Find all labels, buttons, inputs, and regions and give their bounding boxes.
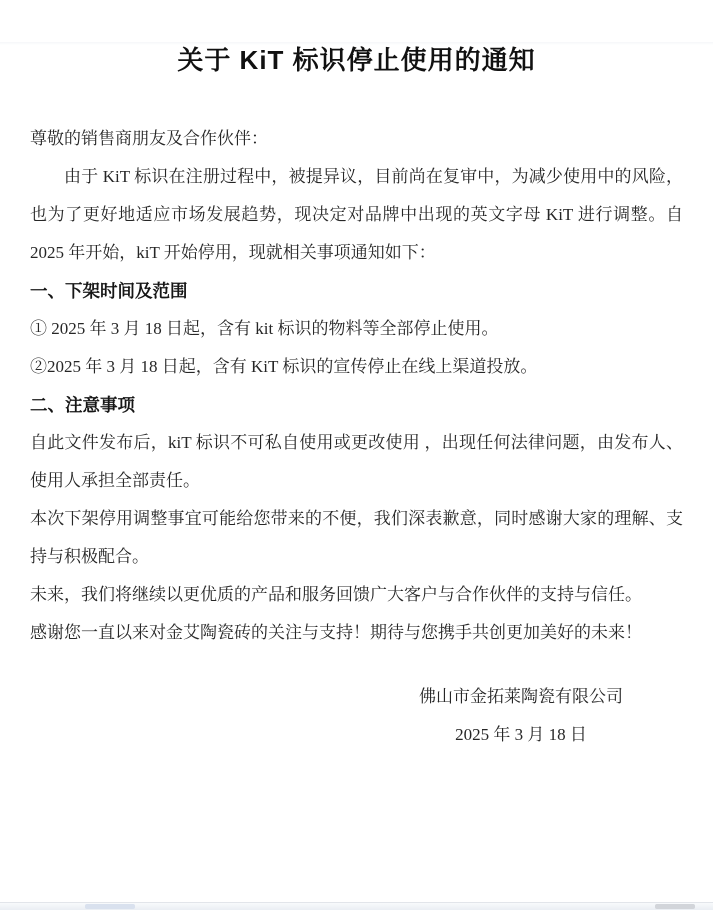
section2-heading: 二、注意事项 xyxy=(30,395,135,415)
signature-date: 2025 年 3 月 18 日 xyxy=(455,725,587,744)
scrollbar-thumb-right[interactable] xyxy=(655,904,695,909)
section2-paragraph-1: 自此文件发布后，kiT 标识不可私自使用或更改使用 ，出现任何法律问题，由发布人、使用人承担全部责任。 xyxy=(30,433,683,490)
signature-company: 佛山市金拓莱陶瓷有限公司 xyxy=(419,687,623,706)
section2-paragraph-2: 本次下架停用调整事宜可能给您带来的不便，我们深表歉意，同时感谢大家的理解、支持与积极配合。 xyxy=(30,509,683,566)
section2-paragraph-4: 感谢您一直以来对金艾陶瓷砖的关注与支持！期待与您携手共创更加美好的未来！ xyxy=(30,623,642,642)
salutation: 尊敬的销售商朋友及合作伙伴： xyxy=(30,129,268,148)
scrollbar-thumb-left[interactable] xyxy=(85,904,135,909)
document-title: 关于 KiT 标识停止使用的通知 xyxy=(177,45,536,75)
page-top-edge xyxy=(0,42,713,45)
document-body xyxy=(0,120,713,754)
section1-heading: 一、下架时间及范围 xyxy=(30,281,188,301)
section1-item-2: ②2025 年 3 月 18 日起，含有 KiT 标识的宣传停止在线上渠道投放。 xyxy=(30,357,538,376)
horizontal-scrollbar[interactable] xyxy=(0,902,713,910)
section2-paragraph-3: 未来，我们将继续以更优质的产品和服务回馈广大客户与合作伙伴的支持与信任。 xyxy=(30,585,642,604)
section1-item-1: ① 2025 年 3 月 18 日起，含有 kit 标识的物料等全部停止使用。 xyxy=(30,319,499,338)
signature-block xyxy=(415,678,627,754)
document-page xyxy=(0,42,713,910)
intro-paragraph: 由于 KiT 标识在注册过程中，被提异议，目前尚在复审中，为减少使用中的风险，也为了更好地适应市场发展趋势，现决定对品牌中出现的英文字母 KiT 进行调整。自 2025 年开始，kiT 开始停用，现就相关事项通知如下： xyxy=(30,167,683,262)
